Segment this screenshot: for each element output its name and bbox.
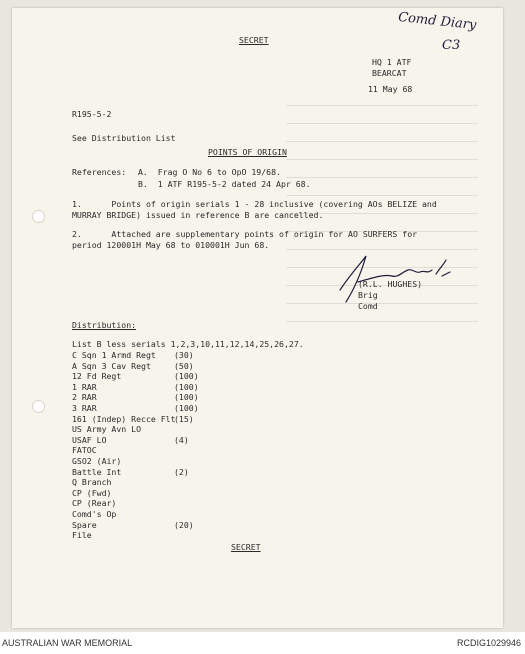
distribution-heading: Distribution: xyxy=(72,320,137,330)
distribution-unit: CP (Fwd) xyxy=(72,487,112,498)
handwritten-code: C3 xyxy=(442,38,461,53)
signatory-name: (R.L. HUGHES) xyxy=(358,279,423,289)
distribution-unit: File xyxy=(72,530,92,541)
distribution-quantity: (100) xyxy=(174,403,199,413)
distribution-unit: USAF LO xyxy=(72,434,107,445)
hq-label: HQ 1 ATF xyxy=(372,57,412,67)
para2-line1: 2. Attached are supplementary points of origin for AO SURFERS for xyxy=(72,229,418,239)
addressee: See Distribution List xyxy=(72,133,176,143)
distribution-unit: 3 RAR xyxy=(72,403,97,413)
distribution-unit: FATOC xyxy=(72,445,97,456)
location-label: BEARCAT xyxy=(372,68,407,78)
distribution-unit: 12 Fd Regt xyxy=(72,371,122,382)
distribution-quantity: (2) xyxy=(174,466,189,477)
handwritten-diary-note: Comd Diary xyxy=(397,9,478,34)
distribution-quantity: (30) xyxy=(174,350,194,360)
distribution-unit: Battle Int xyxy=(72,466,122,477)
para1-line1: 1. Points of origin serials 1 - 28 inclusive (covering AOs BELIZE and xyxy=(72,199,437,209)
document-page xyxy=(12,8,503,628)
distribution-unit: 161 (Indep) Recce Flt xyxy=(72,413,176,424)
distribution-quantity: (100) xyxy=(174,392,199,403)
distribution-unit: CP (Rear) xyxy=(72,498,117,509)
distribution-unit: GSO2 (Air) xyxy=(72,456,122,466)
distribution-unit: US Army Avn LO xyxy=(72,424,142,435)
reference-b: B. 1 ATF R195-5-2 dated 24 Apr 68. xyxy=(138,179,311,189)
classification-top: SECRET xyxy=(239,35,269,45)
reference-number: R195-5-2 xyxy=(72,109,112,119)
archive-id: RCDIG1029946 xyxy=(456,638,521,648)
distribution-unit: Q Branch xyxy=(72,477,112,488)
reference-a: A. Frag O No 6 to OpO 19/68. xyxy=(138,167,281,177)
distribution-unit: 1 RAR xyxy=(72,381,97,392)
signatory-rank: Brig xyxy=(358,290,378,300)
punch-hole-bottom xyxy=(32,400,45,413)
distribution-unit: Spare xyxy=(72,519,97,530)
distribution-quantity: (100) xyxy=(174,371,199,382)
para2-line2: period 120001H May 68 to 010001H Jun 68. xyxy=(72,240,270,250)
distribution-quantity: (50) xyxy=(174,360,194,371)
references-label: References: xyxy=(72,167,127,177)
signatory-role: Comd xyxy=(358,301,378,311)
distribution-unit: 2 RAR xyxy=(72,392,97,403)
distribution-unit: A Sqn 3 Cav Regt xyxy=(72,360,151,371)
punch-hole-top xyxy=(32,210,45,223)
distribution-unit: Comd's Op xyxy=(72,509,117,519)
archive-credit: AUSTRALIAN WAR MEMORIAL xyxy=(2,638,133,648)
classification-bottom: SECRET xyxy=(231,542,261,552)
date-label: 11 May 68 xyxy=(368,84,413,94)
distribution-quantity: (20) xyxy=(174,519,194,530)
distribution-quantity: (100) xyxy=(174,381,199,392)
distribution-list-b: List B less serials 1,2,3,10,11,12,14,25,26,27. xyxy=(72,339,304,349)
distribution-quantity: (4) xyxy=(174,434,189,445)
distribution-unit: C Sqn 1 Armd Regt xyxy=(72,350,156,360)
document-title: POINTS OF ORIGIN xyxy=(208,147,287,157)
distribution-quantity: (15) xyxy=(174,413,194,424)
para1-line2: MURRAY BRIDGE) issued in reference B are cancelled. xyxy=(72,210,324,220)
